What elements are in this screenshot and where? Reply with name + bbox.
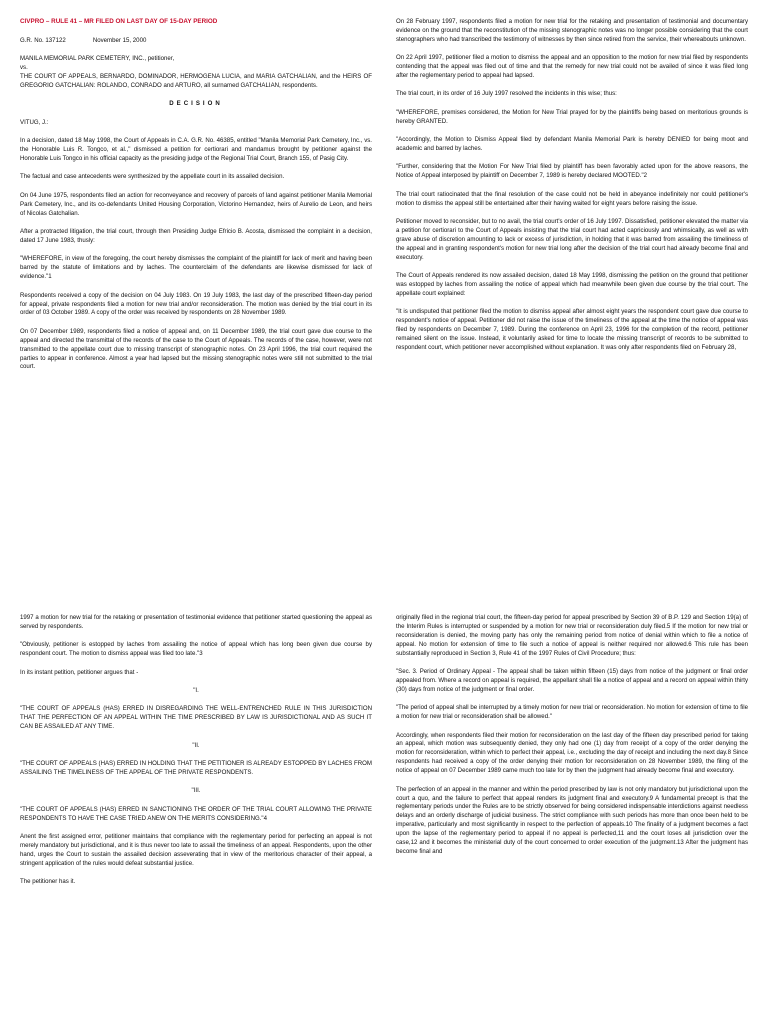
paragraph: Anent the first assigned error, petitioner maintains that compliance with the reglementary period for perfecting an appeal is not merely mandatory but jurisdictional, and it is thus never too late to assail the timeliness of an appeal. Respondents, upon the other hand, urges the Court to sustain the assailed decision asseverating that in view of the meritorious character of their appeal, a stringent application of the rules would defeat substantial justice. [20,833,372,867]
paragraph: On 28 February 1997, respondents filed a motion for new trial for the retaking and presentation of testimonial and documentary evidence on the ground that the reconstitution of the missing stenographic notes was no longer possible considering that the court stenographers who had transcribed the testimony of witnesses by then since retired from the service, their whereabouts unknown. [396,18,748,43]
quoted-paragraph: "The period of appeal shall be interrupted by a timely motion for new trial or reconsideration. No motion for extension of time to file a motion for new trial or reconsideration shall be allowed." [396,704,748,721]
paragraph: The Court of Appeals rendered its now assailed decision, dated 18 May 1998, dismissing the petition on the ground that petitioner was estopped by laches from assailing the notice of appeal which had meanwhile been given due course by the trial court. The appellate court explained: [396,272,748,297]
document-page-2 [0,600,768,1024]
assignment-number: "II. [192,741,200,749]
case-parties: MANILA MEMORIAL PARK CEMETERY, INC., petitioner, vs. THE COURT OF APPEALS, BERNARDO, DOMINADOR, HERMOGENA LUCIA, and MARIA GATCHALIAN, and the HEIRS OF GREGORIO GATCHALIAN: ROLANDO, CONRADO and ARTURO, all surnamed GATCHALIAN, respondents. [20,55,372,90]
assignment-number: "I. [193,687,199,695]
case-title-heading: CIVPRO – RULE 41 – MR FILED ON LAST DAY OF 15-DAY PERIOD [20,18,218,25]
paragraph: Respondents received a copy of the decision on 04 July 1983. On 19 July 1983, the last day of the prescribed fifteen-day period for appeal, private respondents filed a motion for new trial and/or reconsideration. The motion was denied by the trial court in its order of 03 October 1989. A copy of the order was received by respondents on 28 November 1989. [20,291,372,317]
paragraph: Petitioner moved to reconsider, but to no avail, the trial court's order of 16 July 1997. Dissatisfied, petitioner elevated the matter via a petition for certiorari to the Court of Appeals insisting that the trial court had acted capriciously and whimsically, as well as with grave abuse of discretion amounting to lack or excess of jurisdiction, in holding that it was barred from assailing the timeliness of the appeal and in granting respondent's motion for new trial long after the decision of the trial court had already become final and executory. [396,218,748,261]
paragraph: The perfection of an appeal in the manner and within the period prescribed by law is not only mandatory but jurisdictional upon the court a quo, and the failure to perfect that appeal renders its judgment final and executory.9 A fundamental precept is that the reglementary periods under the Rules are to be strictly observed for being considered indispensable interdictions against needless delays and an orderly discharge of judicial business. The strict compliance with such periods has more than once been held to be imperative, particularly and most significantly in respect to the perfection of appeals.10 The finality of a judgment becomes a fact upon the lapse of the reglementary period to appeal if no appeal is perfected,11 and the court loses all jurisdiction over the case,12 and it becomes the ministerial duty of the court concerned to order execution of the judgment.13 After the judgment has become final and [396,785,748,855]
page-gap [0,512,768,600]
paragraph: originally filed in the regional trial court, the fifteen-day period for appeal prescribed by Section 39 of B.P. 129 and Section 19(a) of the Interim Rules is interrupted or suspended by a motion for new trial or reconsideration duly filed.5 If the motion for new trial or reconsideration is denied, the moving party has only the remaining period from notice of denial within which to file a notice of appeal. No motion for extension of time to file such a notice of appeal is neither required nor allowed.6 This rule has been substantially reproduced in Section 3, Rule 41 of the 1997 Rules of Civil Procedure; thus: [396,614,748,657]
paragraph: The petitioner has it. [20,878,76,886]
page-2-right-column [396,614,748,866]
paragraph: In its instant petition, petitioner argues that - [20,668,139,676]
paragraph: The trial court ratiocinated that the final resolution of the case could not be held in abeyance indefinitely nor could petitioner's motion to dismiss the appeal still be entertained after their having waited for eight years before raising the issue. [396,190,748,207]
page-1-left-column [20,18,372,382]
paragraph: The factual and case antecedents were synthesized by the appellate court in its assailed decision. [20,173,285,181]
paragraph: On 04 June 1975, respondents filed an action for reconveyance and recovery of parcels of land against petitioner Manila Memorial Park Cemetery, Inc., and its co-defendants United Housing Corporation, Victorino Hernandez, heirs of Aurelio de Leon, and heirs of Nicolas Gatchalian. [20,191,372,217]
page-2-left-column [20,614,372,897]
quoted-paragraph: "WHEREFORE, in view of the foregoing, the court hereby dismisses the complaint of the plaintiff for lack of merit and having been barred by the statute of limitations and by laches. The counterclaim of the defendants are likewise dismissed for lack of evidence."1 [20,255,372,281]
quoted-paragraph: "Obviously, petitioner is estopped by laches from assailing the notice of appeal which has long been given due course by respondent court. The motion to dismiss appeal was filed too late."3 [20,641,372,658]
paragraph: Accordingly, when respondents filed their motion for reconsideration on the last day of the fifteen day prescribed period for taking an appeal, which motion was subsequently denied, they only had one (1) day from receipt of a copy of the order denying the motion for reconsideration, within which to perfect their appeal, i.e., excluding the day of receipt and including the next day.8 Since respondents had received a copy of the order denying their motion for reconsideration on 28 November 1989, the filing of the notice of appeal on 07 December 1989 came much too late for by then the judgment had already become final and executory. [396,731,748,775]
paragraph: After a protracted litigation, the trial court, through then Presiding Judge Efricio B. Acosta, dismissed the complaint in a decision, dated 17 June 1983, thusly: [20,228,372,244]
paragraph: On 22 April 1997, petitioner filed a motion to dismiss the appeal and an opposition to the motion for new trial filed by respondents contending that the appeal was filed out of time and that the remedy for new trial could not be availed of since it was filed long after the reglementary period to appeal had lapsed. [396,54,748,80]
quoted-paragraph: "WHEREFORE, premises considered, the Motion for New Trial prayed for by the plaintiffs being based on meritorious grounds is hereby GRANTED. [396,108,748,125]
quoted-paragraph: "Further, considering that the Motion For New Trial filed by plaintiff has been favorably acted upon for the above reasons, the Notice of Appeal interposed by plaintiff on December 7, 1989 is hereby declared MOOTED."2 [396,163,748,180]
assigned-error: "THE COURT OF APPEALS (HAS) ERRED IN SANCTIONING THE ORDER OF THE TRIAL COURT ALLOWING THE PRIVATE RESPONDENTS TO HAVE THE CASE TRIED ANEW ON THE MERITS CONSIDERING."4 [20,805,372,822]
assignment-number: "III. [191,787,201,795]
case-number-date: G.R. No. 137122 November 15, 2000 [20,36,147,44]
quoted-paragraph: "It is undisputed that petitioner filed the motion to dismiss appeal after almost eight years the respondent court gave due course to respondent's notice of appeal. Petitioner did not raise the issue of the timeliness of the appeal at the time the notice of appeal was filed by respondents on December 7, 1989. During the conference on April 23, 1996 for the completion of the record, petitioner remained silent on the issue. Instead, it voluntarily asked for time to locate the missing transcript of records to be submitted to respondent court, which petitioner never accomplished without explanation. It was only after respondents filed on February 28, [396,308,748,351]
page-1-right-column [396,18,748,362]
quoted-paragraph: "Sec. 3. Period of Ordinary Appeal - The appeal shall be taken within fifteen (15) days from notice of the judgment or final order appealed from. Where a record on appeal is required, the appellant shall file a notice of appeal and a record on appeal within thirty (30) days from notice of the judgment or final order. [396,668,748,693]
paragraph: The trial court, in its order of 16 July 1997 resolved the incidents in this wise; thus: [396,90,617,98]
ponente: VITUG, J.: [20,118,49,126]
decision-heading: DECISION [169,100,223,108]
paragraph: In a decision, dated 18 May 1998, the Court of Appeals in C.A. G.R. No. 46385, entitled "Manila Memorial Park Cemetery, Inc., vs. the Honorable Luis R. Tongco, et al.," dismissed a petition for certiorari and mandamus brought by petitioner against the Honorable Luis Tongco in his official capacity as the presiding judge of the Regional Trial Court, Branch 155, of Pasig City. [20,137,372,163]
assigned-error: "THE COURT OF APPEALS (HAS) ERRED IN DISREGARDING THE WELL-ENTRENCHED RULE IN THIS JURISDICTION THAT THE PERFECTION OF AN APPEAL WITHIN THE TIME PRESCRIBED BY LAW IS JURISDICTIONAL AND AS SUCH IT CAN BE ASSAILED AT ANY TIME. [20,705,372,731]
paragraph: On 07 December 1989, respondents filed a notice of appeal and, on 11 December 1989, the trial court gave due course to the appeal and directed the transmittal of the records of the case to the Court of Appeals. The records of the case, however, were not transmitted to the appellate court due to missing transcript of stenographic notes. On 23 April 1996, the trial court required the parties to appear in conference. Almost a year had lapsed but the missing stenographic notes were still not submitted to the trial court. [20,327,372,371]
paragraph: 1997 a motion for new trial for the retaking or presentation of testimonial evidence that petitioner started questioning the appeal as served by respondents. [20,614,372,630]
quoted-paragraph: "Accordingly, the Motion to Dismiss Appeal filed by defendant Manila Memorial Park is hereby DENIED for being moot and academic and barred by laches. [396,136,748,153]
assigned-error: "THE COURT OF APPEALS (HAS) ERRED IN HOLDING THAT THE PETITIONER IS ALREADY ESTOPPED BY LACHES FROM ASSAILING THE TIMELINESS OF THE APPEAL OF THE PRIVATE RESPONDENTS. [20,760,372,776]
